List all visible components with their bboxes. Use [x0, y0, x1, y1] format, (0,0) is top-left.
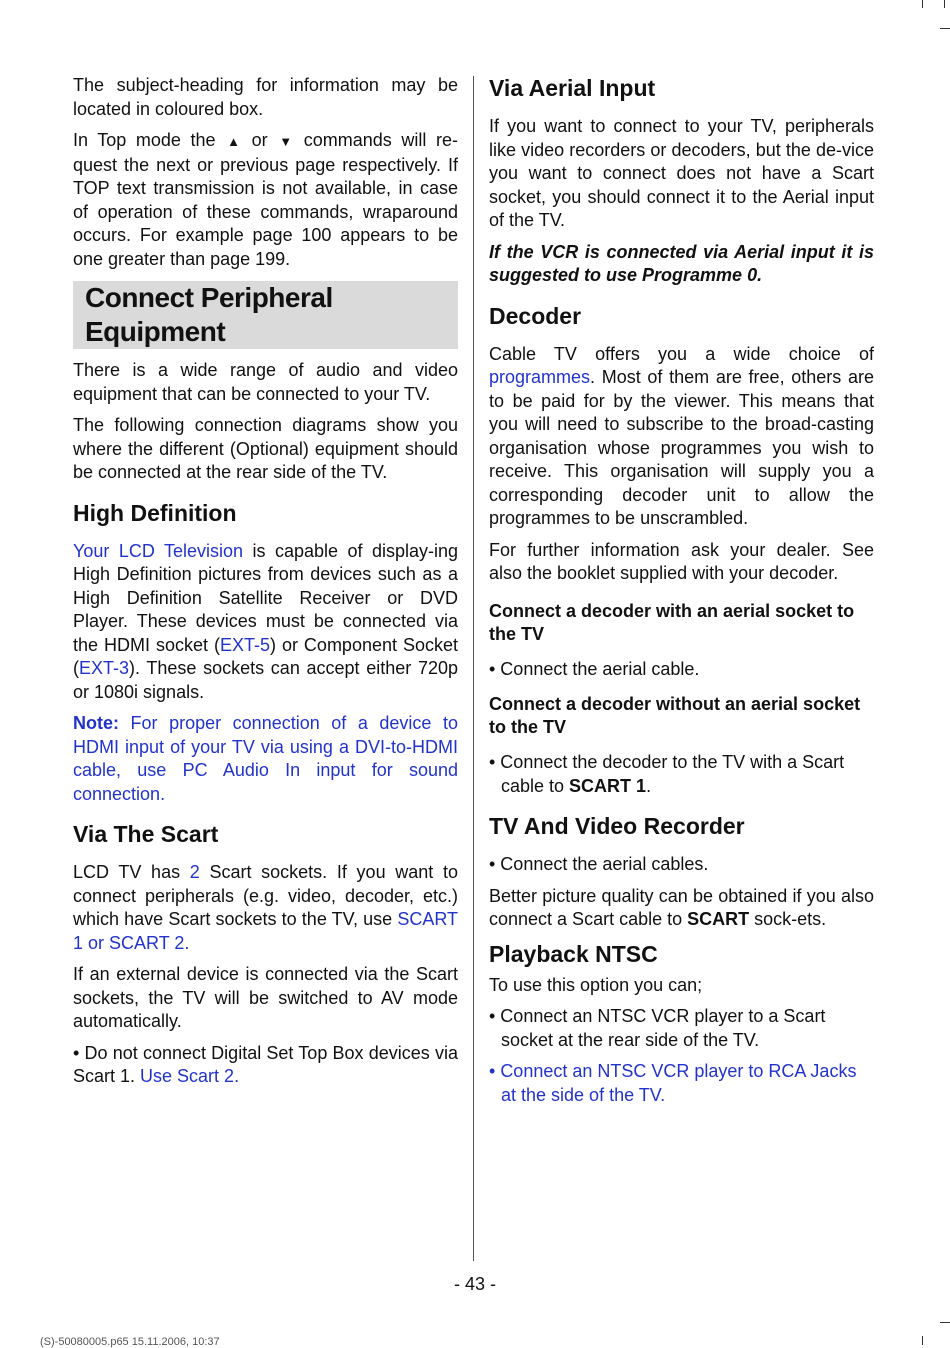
section-title-line-2: Equipment: [85, 316, 226, 347]
up-arrow-icon: ▲: [227, 134, 241, 149]
peripheral-paragraph-1: There is a wide range of audio and video equipment that can be connected to your TV.: [73, 360, 458, 404]
print-footer: (S)-50080005.p65 15.11.2006, 10:37: [40, 1336, 220, 1348]
decoder-paragraph-2: For further information ask your dealer. See also the booklet supplied with your decoder.: [489, 539, 874, 583]
peripheral-paragraph-2: The following connection diagrams show you where the different (Optional) equipment should be connected at the rear side of the TV.: [73, 415, 458, 482]
crop-mark: [940, 1322, 950, 1323]
section-title-box: [73, 281, 458, 349]
subheading-decoder-without-aerial: Connect a decoder without an aerial socket to the TV: [489, 694, 861, 737]
ntsc-paragraph: To use this option you can;: [489, 974, 703, 995]
crop-mark: [922, 1336, 923, 1345]
aerial-paragraph-2: If the VCR is connected via Aerial input it is suggested to use Programme 0.: [489, 241, 874, 285]
note-label: Note:: [73, 713, 119, 733]
decoder-paragraph-1: Cable TV offers you a wide choice of programmes. Most of them are free, others are to be paid for by the viewer. This means that you will need to subscribe to the broad-casting organisation whose programmes you wish to receive. This organisation will supply you a corresponding decoder unit to allow the programmes to be unscrambled.: [489, 343, 874, 528]
heading-decoder: Decoder: [489, 302, 582, 329]
heading-via-scart: Via The Scart: [73, 821, 219, 847]
aerial-paragraph-1: If you want to connect to your TV, peripherals like video recorders or decoders, but the de-vice you want to connect does not have a Scart socket, you should connect it to the Aerial input of the TV.: [489, 116, 874, 230]
scart-paragraph-1: LCD TV has 2 Scart sockets. If you want to connect peripherals (e.g. video, decoder, etc.) which have Scart sockets to the TV, use SCART 1 or SCART 2.: [73, 862, 458, 953]
tv-vr-paragraph: Better picture quality can be obtained if you also connect a Scart cable to SCART sock-ets.: [489, 885, 874, 929]
section-title-line-1: Connect Peripheral: [85, 282, 333, 313]
heading-via-aerial-input: Via Aerial Input: [489, 75, 656, 101]
subheading-decoder-with-aerial: Connect a decoder with an aerial socket to the TV: [489, 600, 855, 644]
page-number: - 43 -: [453, 1274, 496, 1294]
decoder-without-aerial-bullet: • Connect the decoder to the TV with a Scart cable to SCART 1.: [489, 752, 845, 796]
ntsc-bullet-1: • Connect an NTSC VCR player to a Scart socket at the rear side of the TV.: [489, 1006, 826, 1050]
intro-paragraph-2: In Top mode the ▲ or ▼ commands will re-quest the next or previous page respectively. If TOP text transmission is not available, in case of operation of these commands, wraparound occurs. For example page 100 appears to be one greater than page 199.: [73, 130, 458, 269]
crop-mark: [944, 0, 945, 8]
tv-vr-bullet: • Connect the aerial cables.: [489, 854, 709, 874]
high-definition-paragraph: Your LCD Television is capable of display-ing High Definition pictures from devices such as a High Definition Satellite Receiver or DVD Player. These devices must be connected via the HDMI socket (EXT-5) or Component Socket (EXT-3). These sockets can accept either 720p or 1080i signals.: [73, 540, 458, 702]
crop-mark: [940, 28, 950, 29]
left-column: [73, 74, 458, 1097]
intro-paragraph-1: The subject-heading for information may be located in coloured box.: [73, 75, 458, 119]
decoder-with-aerial-bullet: • Connect the aerial cable.: [489, 658, 700, 679]
right-column: [489, 74, 874, 1115]
column-divider: [473, 76, 474, 1261]
heading-high-definition: High Definition: [73, 499, 237, 526]
note-paragraph: Note: For proper connection of a device to HDMI input of your TV via using a DVI-to-HDMI cable, use PC Audio In input for sound connection.: [73, 713, 458, 804]
crop-mark: [922, 0, 923, 8]
scart-bullet: • Do not connect Digital Set Top Box devices via Scart 1. Use Scart 2.: [73, 1042, 458, 1086]
scart-paragraph-2: If an external device is connected via the Scart sockets, the TV will be switched to AV mode automatically.: [73, 964, 458, 1031]
heading-playback-ntsc: Playback NTSC: [489, 940, 658, 967]
down-arrow-icon: ▼: [279, 134, 293, 149]
heading-tv-and-video-recorder: TV And Video Recorder: [489, 813, 745, 839]
ntsc-bullet-2: • Connect an NTSC VCR player to RCA Jacks at the side of the TV.: [489, 1061, 857, 1105]
